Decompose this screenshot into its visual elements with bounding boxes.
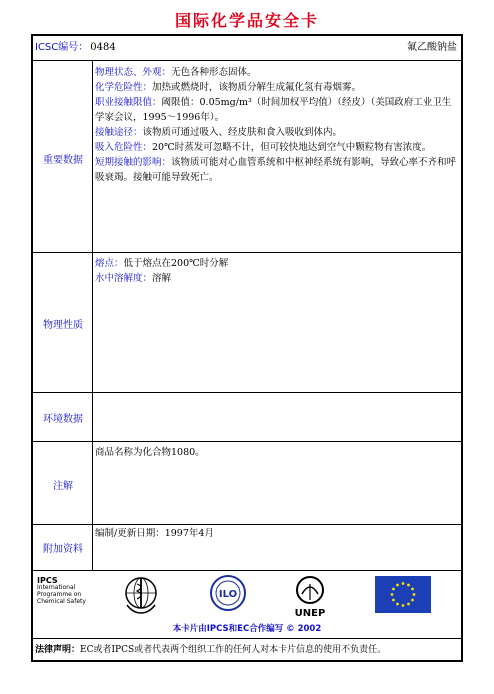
eu-star-icon	[407, 584, 410, 587]
legal-label: 法律声明：	[35, 645, 81, 655]
divider	[33, 524, 461, 525]
physical-item: 水中溶解度：溶解	[95, 273, 172, 284]
icsc-label: ICSC编号：	[35, 42, 89, 53]
safety-card	[31, 34, 463, 662]
important-item: 接触途径：该物质可通过吸入、经皮肤和食入吸收到体内。	[95, 127, 343, 138]
divider	[33, 252, 461, 253]
divider	[33, 392, 461, 393]
additional-info-body: 编制/更新日期：1997年4月	[95, 528, 214, 539]
important-data-label: 重要数据	[43, 155, 83, 166]
ilo-emblem-icon	[209, 574, 247, 614]
credit-line: 本卡片由IPCS和EC合作编写 © 2002	[172, 624, 322, 634]
eu-star-icon	[391, 593, 394, 596]
additional-info-label: 附加资料	[43, 544, 83, 555]
environment-label: 环境数据	[43, 414, 83, 425]
divider	[33, 638, 461, 639]
chemical-name: 氟乙酸钠盐	[407, 42, 457, 53]
unep-emblem-icon	[290, 574, 330, 622]
notes-body: 商品名称为化合物1080。	[95, 447, 205, 458]
important-item: 物理状态、外观：无色各种形态固体。	[95, 67, 257, 78]
eu-star-icon	[402, 604, 405, 607]
physical-properties-label: 物理性质	[43, 320, 83, 331]
who-emblem-icon	[123, 575, 159, 615]
important-item: 化学危险性：加热或燃烧时，该物质分解生成氟化氢有毒烟雾。	[95, 82, 362, 93]
eu-star-icon	[411, 588, 414, 591]
card-title: 国际化学品安全卡	[174, 11, 319, 30]
svg-text:ILO: ILO	[218, 589, 238, 600]
eu-star-icon	[396, 603, 399, 606]
eu-star-icon	[392, 599, 395, 602]
eu-flag-icon	[375, 576, 431, 613]
eu-star-icon	[413, 593, 416, 596]
header-row	[35, 36, 461, 60]
eu-star-icon	[392, 588, 395, 591]
legal-notice	[35, 642, 459, 658]
logo-row	[33, 571, 461, 635]
ipcs-logo: IPCS International Programme on Chemical Safety	[37, 576, 86, 605]
eu-star-icon	[407, 603, 410, 606]
divider	[33, 60, 461, 61]
svg-text:UNEP: UNEP	[294, 608, 326, 619]
physical-item: 熔点：低于熔点在200℃时分解	[95, 258, 229, 269]
physical-properties-body	[95, 256, 459, 286]
legal-text: EC或者IPCS或者代表两个组织工作的任何人对本卡片信息的使用不负责任。	[80, 645, 387, 655]
notes-label: 注解	[53, 481, 73, 492]
important-data-body	[95, 65, 459, 185]
eu-star-icon	[396, 584, 399, 587]
important-item: 短期接触的影响：该物质可能对心血管系统和中枢神经系统有影响，导致心率不齐和呼吸衰竭。接触可能导致死亡。	[95, 157, 457, 183]
divider	[33, 441, 461, 442]
eu-star-icon	[402, 582, 405, 585]
eu-star-icon	[411, 599, 414, 602]
important-item: 吸入危险性：20℃时蒸发可忽略不计，但可较快地达到空气中颗粒物有害浓度。	[95, 142, 432, 153]
icsc-number: 0484	[90, 42, 116, 53]
important-item: 职业接触限值：阈限值：0.05mg/m³（时间加权平均值）（经皮）（美国政府工业卫生学家会议，1995～1996年）。	[95, 97, 452, 123]
